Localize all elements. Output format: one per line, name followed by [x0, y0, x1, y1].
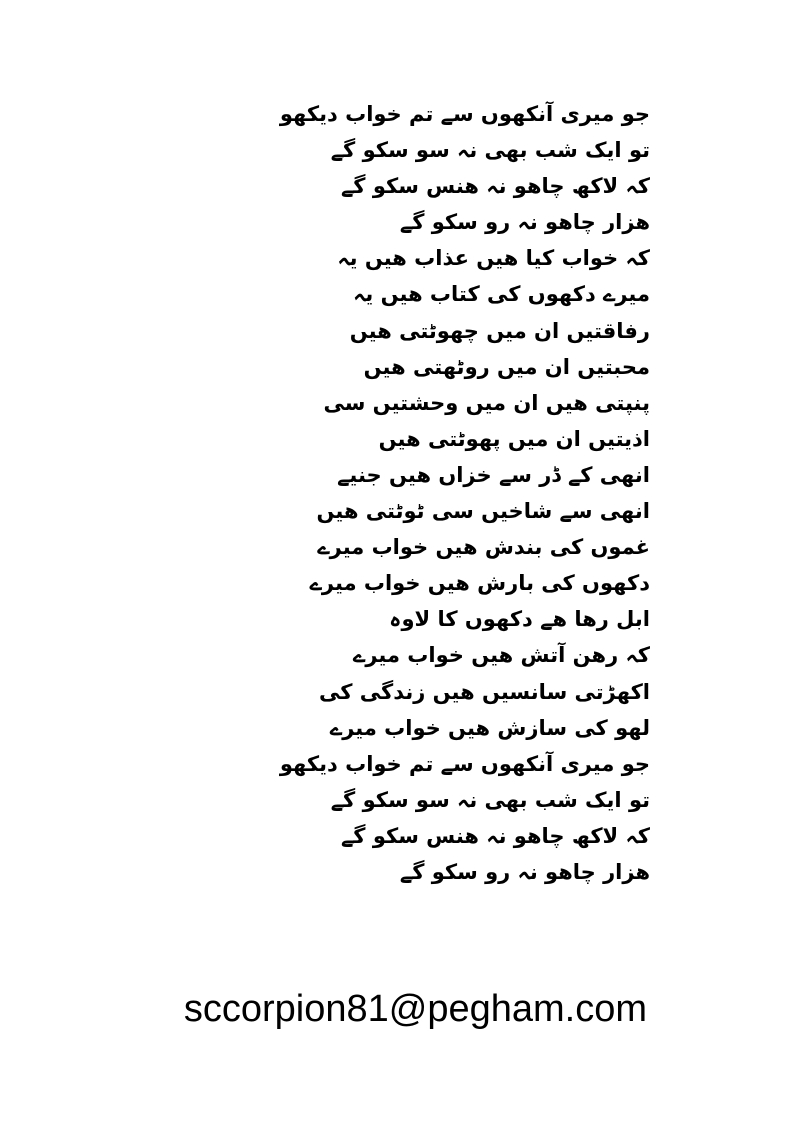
- poem-line: محبتیں ان میں روٹھتی ھیں: [363, 354, 650, 379]
- poem-line: کہ لاکھ چاھو نہ ھنس سکو گے: [340, 823, 650, 848]
- poem-line: لھو کی سازش ھیں خواب میرے: [329, 715, 650, 740]
- poem-line: تو ایک شب بھی نہ سو سکو گے: [330, 787, 650, 812]
- poem-line: غموں کی بندش ھیں خواب میرے: [317, 535, 650, 560]
- poem-line: رفاقتیں ان میں چھوٹتی ھیں: [349, 318, 650, 343]
- poem-line: میرے دکھوں کی کتاب ھیں یہ: [353, 282, 650, 307]
- poem-line: تو ایک شب بھی نہ سو سکو گے: [330, 138, 650, 163]
- poem-line: جو میری آنکھوں سے تم خواب دیکھو: [279, 751, 650, 776]
- poem-line: ھزار چاھو نہ رو سکو گے: [399, 210, 650, 235]
- poem-line: اکھڑتی سانسیں ھیں زندگی کی: [318, 679, 650, 704]
- poem-line: انھی کے ڈر سے خزاں ھیں جنیے: [337, 462, 650, 487]
- poem-line: دکھوں کی بارش ھیں خواب میرے: [309, 571, 650, 596]
- poem-line: جو میری آنکھوں سے تم خواب دیکھو: [279, 102, 650, 126]
- poem-line: ھزار چاھو نہ رو سکو گے: [399, 859, 650, 884]
- poem-line: پنپتی ھیں ان میں وحشتیں سی: [323, 390, 650, 415]
- poem-line: ابل رھا ھے دکھوں کا لاوہ: [389, 607, 650, 632]
- poem-line: انھی سے شاخیں سی ٹوٹتی ھیں: [316, 499, 650, 524]
- poem-block: [130, 96, 650, 890]
- author-email: sccorpion81@pegham.com: [183, 988, 647, 1030]
- poem-line: اذیتیں ان میں پھوٹتی ھیں: [378, 426, 650, 451]
- poem-line: کہ رھن آتش ھیں خواب میرے: [353, 643, 650, 668]
- poem-line: کہ خواب کیا ھیں عذاب ھیں یہ: [337, 246, 650, 271]
- poem-line: کہ لاکھ چاھو نہ ھنس سکو گے: [340, 174, 650, 199]
